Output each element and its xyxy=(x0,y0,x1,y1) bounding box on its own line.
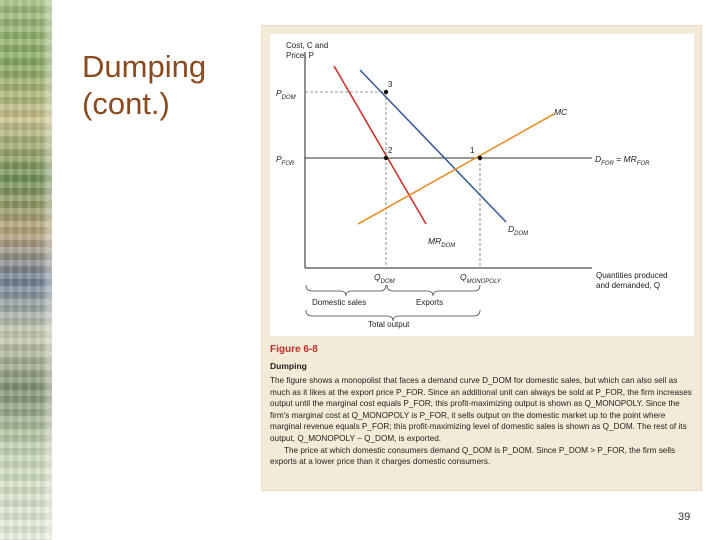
p-dom-label: $P_{DOM}$ xyxy=(276,88,296,101)
p-for-label: $P_{FOR}$ xyxy=(276,154,295,167)
point-1-marker xyxy=(478,156,482,160)
mc-label: MC xyxy=(554,107,568,117)
page-number: 39 xyxy=(678,511,691,523)
y-axis-label-line-2: Price, P xyxy=(286,51,315,60)
caption-paragraph-2: The price at which domestic consumers demand Q_DOM is P_DOM. Since P_DOM > P_FOR, the firm sells exports at a lower price than it charges domestic consumers. xyxy=(270,445,676,467)
figure-caption-area xyxy=(270,344,695,468)
total-output-label: Total output xyxy=(368,320,410,329)
figure-name: Dumping xyxy=(270,361,307,371)
d-for-mr-for-label: $D_{FOR} = MR_{FOR}$ xyxy=(595,154,650,167)
exports-label: Exports xyxy=(416,298,444,307)
x-axis-label-line-1: Quantities produced xyxy=(596,271,668,280)
point-2-label: 2 xyxy=(388,146,393,155)
slide-title xyxy=(82,48,252,122)
point-3-marker xyxy=(384,90,388,94)
mr-dom-label: $MR_{DOM}$ xyxy=(428,236,456,249)
figure-number: Figure 6-8 xyxy=(270,344,318,355)
y-axis-label-line-1: Cost, C and xyxy=(286,41,329,50)
x-axis-label-line-2: and demanded, Q xyxy=(596,281,661,290)
slide-title-line-2: (cont.) xyxy=(82,86,170,121)
point-2-marker xyxy=(384,156,388,160)
q-dom-label: $Q_{DOM}$ xyxy=(374,272,395,285)
figure-caption xyxy=(270,375,695,468)
point-3-label: 3 xyxy=(388,80,393,89)
d-dom-label: $D_{DOM}$ xyxy=(508,224,529,237)
caption-paragraph-1: The figure shows a monopolist that faces a demand curve D_DOM for domestic sales, but which can also sell as much as it likes at the export price P_FOR. Since an additional unit can always be sold at P_FOR, the firm increases output until the marginal cost equals P_FOR; this profit-maximizing output is shown as Q_MONOPOLY. Since the firm's marginal cost at Q_MONOPOLY is P_FOR, it sells output on the domestic market up to the point where marginal revenue equals P_FOR; this profit-maximizing level of domestic sales is shown as Q_DOM. The rest of its output, Q_MONOPOLY − Q_DOM, is exported. xyxy=(270,376,692,443)
domestic-sales-label: Domestic sales xyxy=(312,298,367,307)
dumping-diagram xyxy=(262,26,703,344)
slide-title-line-1: Dumping xyxy=(82,49,207,84)
side-strip-fade xyxy=(40,0,66,540)
point-1-label: 1 xyxy=(470,146,475,155)
figure-panel xyxy=(261,25,702,491)
q-monopoly-label: $Q_{MONOPOLY}$ xyxy=(460,272,501,285)
